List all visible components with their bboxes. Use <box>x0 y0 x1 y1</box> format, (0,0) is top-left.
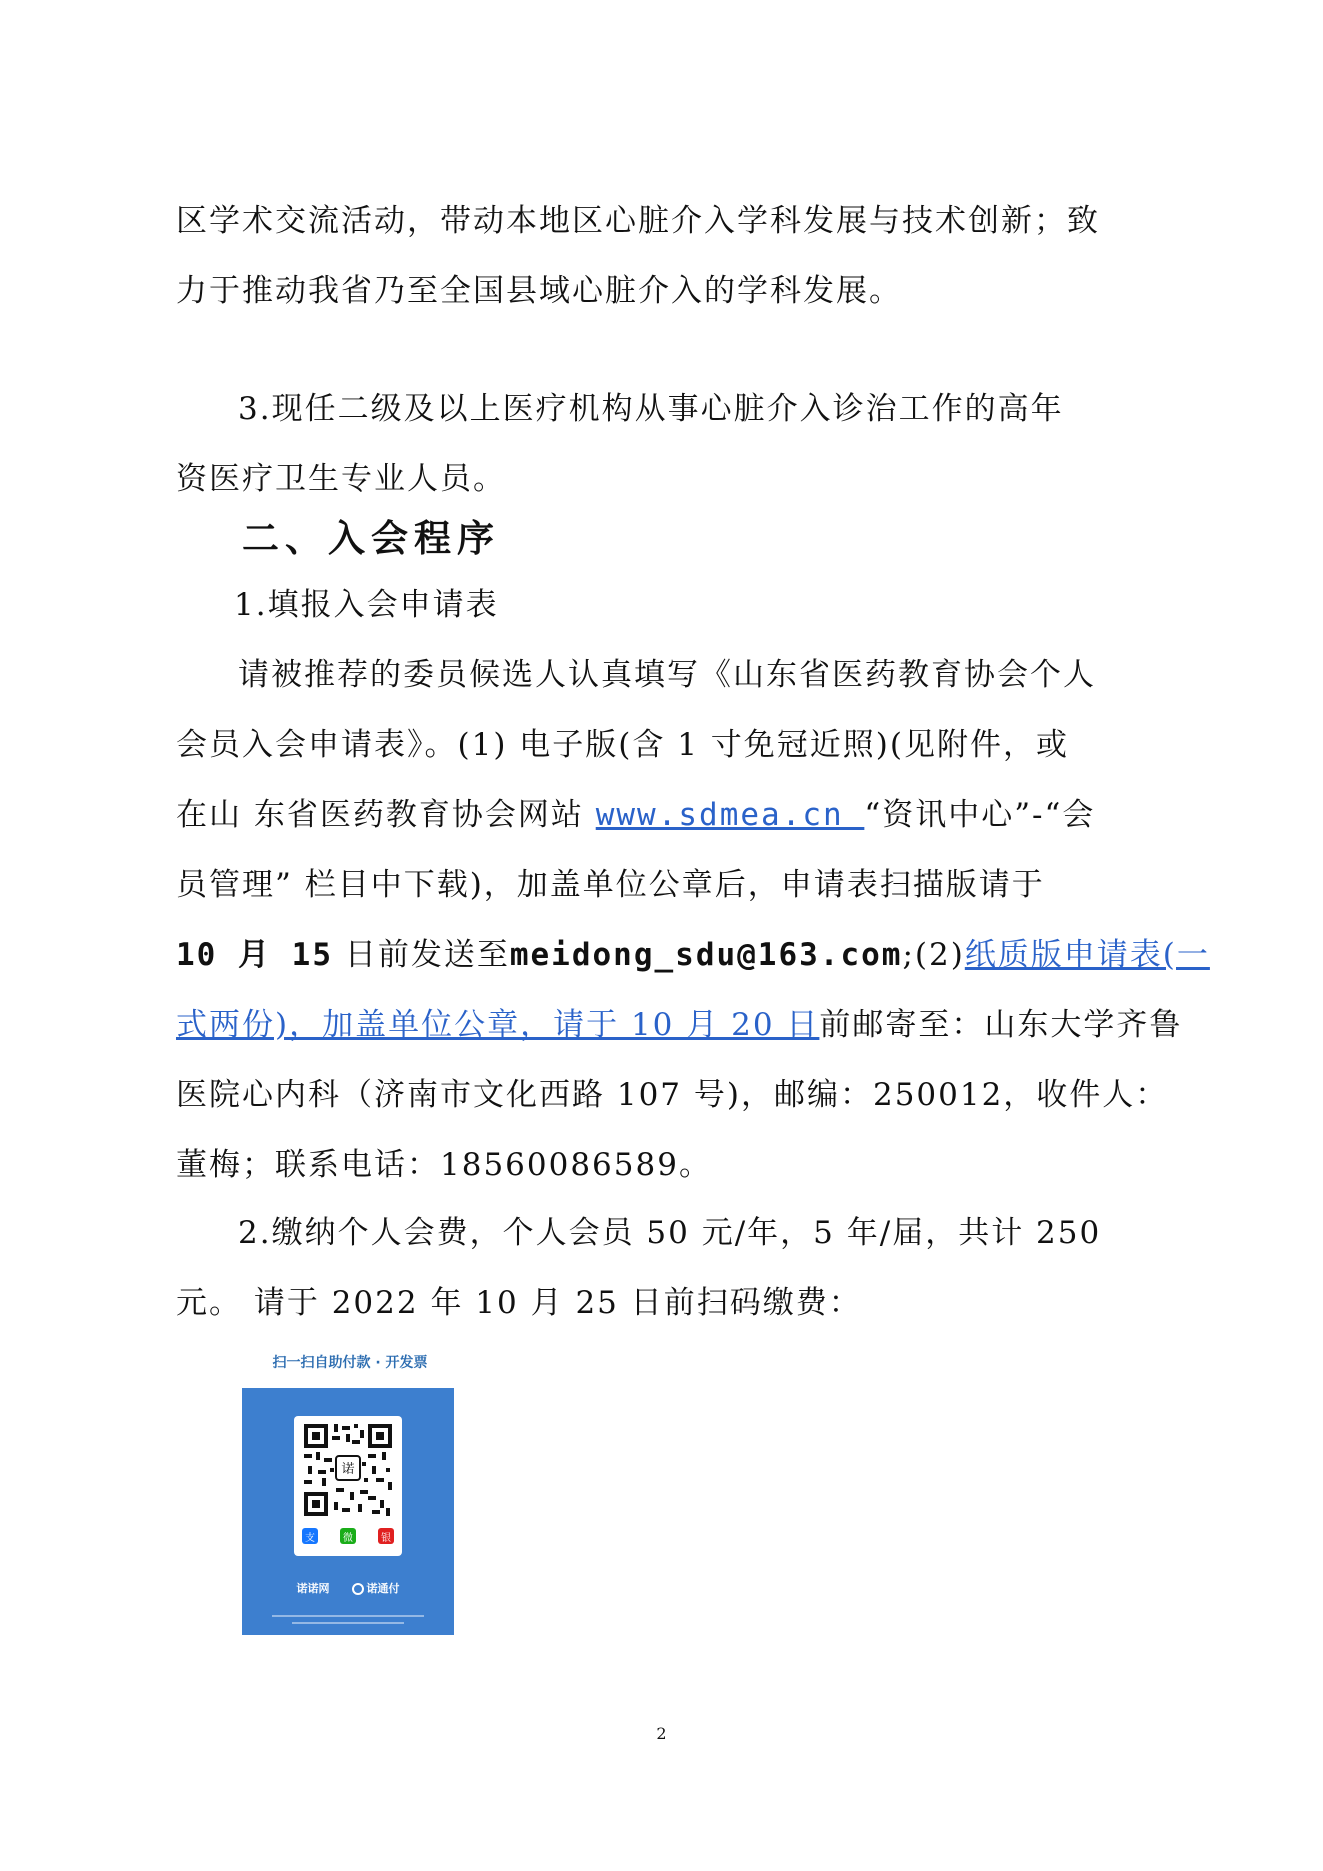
paragraph-3-line-2: 会员入会申请表》。(1) 电子版(含 1 寸免冠近照)(见附件，或 <box>176 727 1069 763</box>
deadline-date: 10 月 15 <box>176 937 333 973</box>
section-heading: 二、入会程序 <box>242 517 500 560</box>
alipay-icon: 支 <box>302 1528 318 1544</box>
paper-form-link-part-2[interactable]: 式两份)，加盖单位公章，请于 10 月 20 日 <box>176 1007 820 1043</box>
paragraph-4 <box>176 1198 1160 1338</box>
email-address: meidong_sdu@163.com <box>509 937 903 973</box>
fine-print-decoration <box>272 1610 424 1629</box>
fine-print-line <box>272 1615 424 1617</box>
step-1-title-text: 1.填报入会申请表 <box>234 587 499 623</box>
paragraph-1-line-1: 区学术交流活动，带动本地区心脏介入学科发展与技术创新；致 <box>176 203 1100 239</box>
paragraph-3-line-6 <box>176 990 1183 1060</box>
paragraph-2-line-2: 资医疗卫生专业人员。 <box>176 461 506 497</box>
fine-print-line <box>292 1622 404 1624</box>
paragraph-3-line-6-b: 前邮寄至：山东大学齐鲁 <box>819 1007 1183 1043</box>
qr-panel <box>294 1416 402 1556</box>
paragraph-3-line-5-c: ;(2) <box>902 937 965 973</box>
paragraph-3-line-5-b: 日前发送至 <box>332 937 510 973</box>
qr-caption: 扫一扫自助付款 · 开发票 <box>272 1355 428 1371</box>
website-link[interactable]: www.sdmea.cn <box>595 797 865 833</box>
paragraph-3-line-8: 董梅；联系电话：18560086589。 <box>176 1147 712 1183</box>
payment-method-icons <box>302 1528 394 1544</box>
qr-center-logo: 诺 <box>341 1462 355 1477</box>
brand-row <box>242 1580 454 1596</box>
paragraph-3-line-4: 员管理” 栏目中下载)，加盖单位公章后，申请表扫描版请于 <box>176 867 1045 903</box>
paragraph-1 <box>176 186 1160 326</box>
paragraph-3-line-3-a: 在山 东省医药教育协会网站 <box>176 797 596 833</box>
paragraph-4-line-2: 元。 请于 2022 年 10 月 25 日前扫码缴费： <box>176 1285 862 1321</box>
paragraph-3-line-1: 请被推荐的委员候选人认真填写《山东省医药教育协会个人 <box>238 657 1096 693</box>
brand-right-icon <box>352 1583 364 1595</box>
brand-left-logo: 诺诺网 <box>296 1582 330 1595</box>
paper-form-link-part-1[interactable]: 纸质版申请表(一 <box>964 937 1210 973</box>
paragraph-3 <box>176 640 1210 1200</box>
paragraph-2-line-1: 3.现任二级及以上医疗机构从事心脏介入诊治工作的高年 <box>238 391 1064 427</box>
page-number: 2 <box>656 1724 667 1743</box>
paragraph-4-line-1: 2.缴纳个人会费，个人会员 50 元/年，5 年/届，共计 250 <box>238 1215 1102 1251</box>
payment-qr-card[interactable] <box>242 1388 454 1635</box>
step-1-title <box>176 570 1160 640</box>
brand-right-group <box>352 1580 400 1596</box>
unionpay-icon: 银 <box>378 1528 394 1544</box>
paragraph-1-line-2: 力于推动我省乃至全国县域心脏介入的学科发展。 <box>176 273 902 309</box>
paragraph-3-line-5 <box>176 920 1210 990</box>
paragraph-3-line-3 <box>176 780 1160 850</box>
paragraph-2 <box>176 374 1160 514</box>
brand-right-logo: 诺通付 <box>366 1582 400 1595</box>
paragraph-3-line-3-b: “资讯中心”-“会 <box>864 797 1096 833</box>
paragraph-3-line-7: 医院心内科（济南市文化西路 107 号)，邮编：250012，收件人： <box>176 1077 1169 1113</box>
qr-code-icon[interactable] <box>302 1422 394 1518</box>
wechat-pay-icon: 微 <box>340 1528 356 1544</box>
